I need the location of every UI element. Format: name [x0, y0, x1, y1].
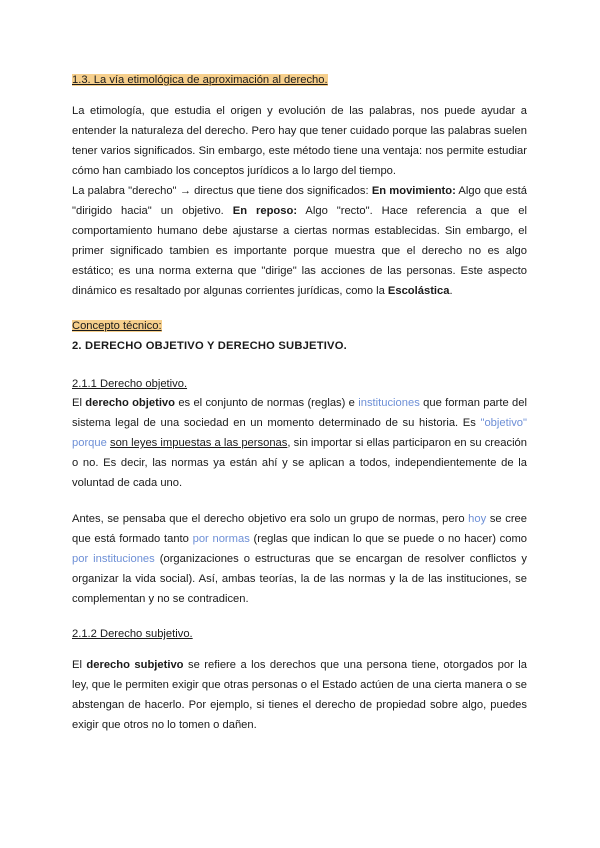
- objetivo-text-c: es el conjunto de normas (reglas) e: [175, 397, 359, 409]
- etymology-paragraph: La etimología, que estudia el origen y evolución de las palabras, nos puede ayudar a entender la naturaleza del derecho. Pero hay que tener cuidado porque las palabras suelen tener varios significados. Sin embargo, este método tiene una ventaja: nos permite estudiar cómo han cambiado los conceptos jurídicos a lo largo del tiempo.: [72, 105, 527, 177]
- en-movimiento-term: En movimiento:: [371, 185, 456, 197]
- section-2-1-1-title-line: [72, 374, 527, 394]
- antes-text-e: (reglas que indican lo que se puede o no hacer) como: [249, 533, 527, 545]
- objetivo-porque-term: "objetivo" porque: [72, 417, 527, 449]
- subjetivo-text-c: se refiere a los derechos que una persona tiene, otorgados por la ley, que le permiten exigir que otras personas o el Estado actúen de una cierta manera o se abstengan de hacerlo. Por ejemplo, si tienes el derecho de propiedad sobre algo, puedes exigir que otros no lo tomen o dañen.: [72, 659, 527, 731]
- section-2-1-2-title: 2.1.2 Derecho subjetivo.: [72, 628, 193, 640]
- concepto-tecnico-line: [72, 316, 527, 336]
- objetivo-text-a: El: [72, 397, 86, 409]
- concepto-tecnico-label: Concepto técnico:: [72, 320, 162, 332]
- meanings-intro: La palabra "derecho" → directus que tiene dos significados:: [72, 185, 372, 197]
- section-2-1-1-title: 2.1.1 Derecho objetivo.: [72, 378, 188, 390]
- normas-instituciones-paragraph: [72, 509, 527, 609]
- section-2-1-2-title-line: [72, 624, 527, 644]
- section-1-3-title-line: [72, 70, 527, 90]
- reposo-desc: Algo "recto". Hace referencia a que el comportamiento humano debe ajustarse a ciertas normas establecidas. Sin embargo, el primer significado tambien es importante porque muestra que el derecho no es algo estático; es una norma externa que "dirige" las acciones de las personas. Este aspecto dinámico es resaltado por algunas corrientes jurídicas, como la: [72, 205, 527, 297]
- leyes-impuestas-phrase: son leyes impuestas a las personas: [109, 437, 288, 449]
- por-instituciones-term: por instituciones: [72, 553, 155, 565]
- objetivo-text-e: que forman parte del sistema legal de una sociedad en un momento determinado de su historia. Es: [72, 397, 527, 429]
- en-reposo-term: En reposo:: [232, 205, 298, 217]
- objetivo-text-i: , sin importar si ellas participaron en su creación o no. Es decir, las normas ya están ahí y se aplican a todos, independientemente de la voluntad de cada uno.: [72, 437, 528, 489]
- escolastica-term: Escolástica: [387, 285, 450, 297]
- hoy-term: hoy: [468, 513, 487, 525]
- movimiento-desc: Algo que está "dirigido hacia" un objetivo.: [72, 185, 528, 217]
- derecho-objetivo-term: derecho objetivo: [85, 397, 175, 409]
- derecho-objetivo-paragraph: [72, 393, 527, 493]
- antes-text-c: se cree que está formado tanto: [72, 513, 527, 545]
- meanings-end: .: [449, 285, 453, 297]
- antes-text-a: Antes, se pensaba que el derecho objetivo era solo un grupo de normas, pero: [72, 513, 469, 525]
- subjetivo-text-a: El: [72, 659, 87, 671]
- por-normas-term: por normas: [192, 533, 250, 545]
- derecho-subjetivo-term: derecho subjetivo: [86, 659, 184, 671]
- derecho-meanings-paragraph: [72, 181, 527, 301]
- instituciones-term: instituciones: [358, 397, 420, 409]
- section-1-3-title: 1.3. La vía etimológica de aproximación al derecho.: [72, 74, 328, 86]
- section-2-heading: 2. DERECHO OBJETIVO Y DERECHO SUBJETIVO.: [72, 340, 347, 352]
- antes-text-g: (organizaciones o estructuras que se encargan de resolver conflictos y organizar la vida social). Así, ambas teorías, la de las normas y la de las instituciones, se complementan y no se contradicen.: [72, 553, 527, 605]
- derecho-subjetivo-paragraph: [72, 655, 527, 735]
